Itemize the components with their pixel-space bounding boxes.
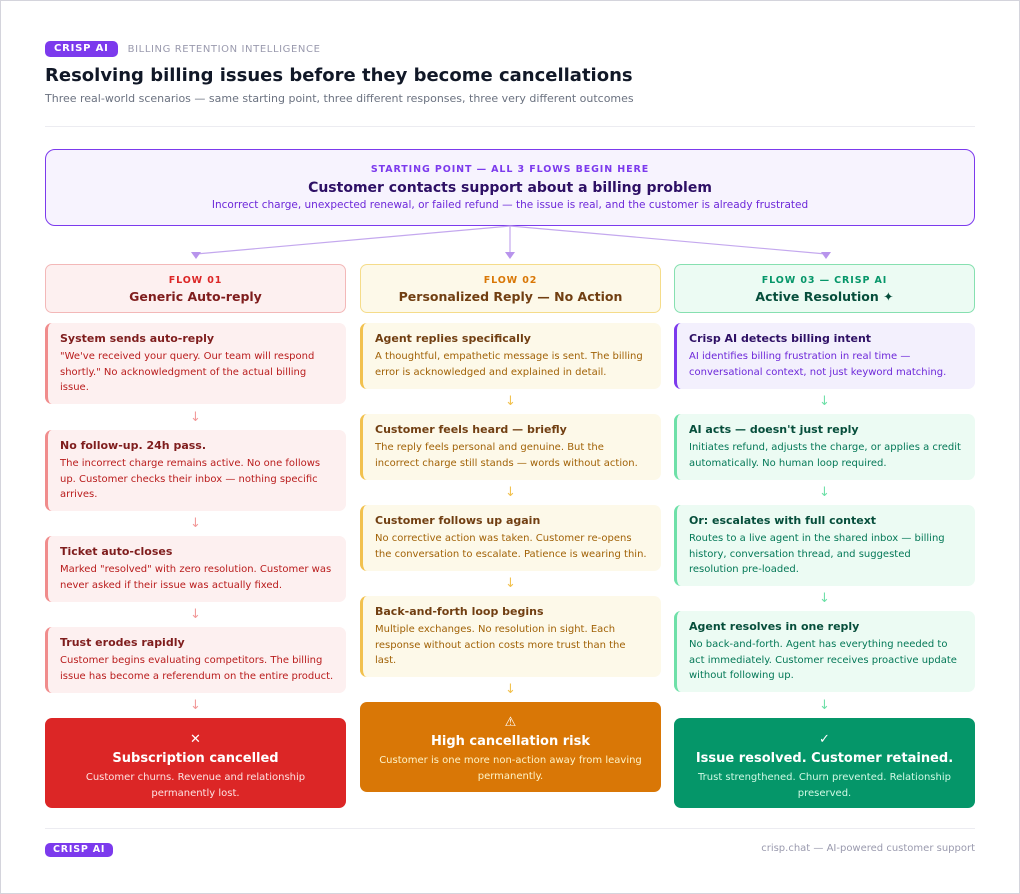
- check-icon: ✓: [819, 732, 830, 747]
- step-desc: "We've received your query. Our team will respond shortly." No acknowledgment of the actual billing issue.: [60, 351, 315, 393]
- flow-step: [45, 536, 346, 602]
- arrow-down-icon: ↓: [819, 485, 830, 500]
- flow-column-2: [360, 264, 661, 782]
- arrow-down-icon: ↓: [190, 410, 201, 425]
- flow-step: [45, 323, 346, 404]
- flow-step: [360, 505, 661, 571]
- step-title: Agent replies specifically: [375, 332, 531, 345]
- arrow-down-icon: ↓: [190, 607, 201, 622]
- arrow-down-icon: ↓: [190, 698, 201, 713]
- starting-point-eyebrow: STARTING POINT — ALL 3 FLOWS BEGIN HERE: [370, 164, 650, 175]
- arrow-down-icon: ↓: [505, 485, 516, 500]
- flow-step: [674, 611, 975, 692]
- flow-label: FLOW 02: [483, 275, 538, 286]
- warning-icon: ⚠: [504, 715, 517, 730]
- step-desc: The incorrect charge remains active. No one follows up. Customer checks their inbox — nothing specific arrives.: [60, 458, 321, 500]
- brand-row: [45, 41, 975, 57]
- step-title: Agent resolves in one reply: [689, 620, 860, 633]
- arrow-down-icon: ↓: [819, 698, 830, 713]
- outcome-box: [674, 718, 975, 808]
- step-desc: Routes to a live agent in the shared inbox — billing history, conversation thread, and suggested resolution pre-loaded.: [689, 533, 945, 575]
- starting-point-title: Customer contacts support about a billing problem: [308, 180, 712, 196]
- brand-badge: CRISP AI: [45, 41, 118, 57]
- flow-header: [360, 264, 661, 313]
- starting-point-box: [45, 149, 975, 226]
- arrow-down-icon: ↓: [819, 394, 830, 409]
- arrow-down-icon: ↓: [505, 576, 516, 591]
- flow-label: FLOW 03 — CRISP AI: [761, 275, 888, 286]
- outcome-title: Subscription cancelled: [112, 751, 279, 766]
- header: [45, 41, 975, 105]
- footer-divider: [45, 828, 975, 829]
- flow-step: [360, 323, 661, 389]
- flow-title: Personalized Reply — No Action: [398, 289, 623, 304]
- flow-column-1: [45, 264, 346, 799]
- outcome-desc: Trust strengthened. Churn prevented. Relationship preserved.: [698, 772, 951, 799]
- step-title: Customer feels heard — briefly: [375, 423, 567, 436]
- outcome-desc: Customer churns. Revenue and relationship permanently lost.: [85, 772, 306, 799]
- step-title: System sends auto-reply: [60, 332, 215, 345]
- page-subtitle: Three real-world scenarios — same starting point, three different responses, three very different outcomes: [45, 92, 634, 105]
- close-icon: ✕: [190, 732, 201, 747]
- step-desc: The reply feels personal and genuine. But the incorrect charge still stands — words without action.: [375, 442, 638, 469]
- step-title: Trust erodes rapidly: [60, 636, 185, 649]
- footer: [45, 843, 975, 857]
- outcome-desc: Customer is one more non-action away from leaving permanently.: [379, 755, 642, 782]
- page-title: Resolving billing issues before they become cancellations: [45, 65, 633, 86]
- step-desc: A thoughtful, empathetic message is sent. The billing error is acknowledged and explained in detail.: [375, 351, 643, 378]
- flow-column-3: [674, 264, 975, 799]
- outcome-title: Issue resolved. Customer retained.: [695, 751, 954, 766]
- header-divider: [45, 126, 975, 127]
- step-title: AI acts — doesn't just reply: [689, 423, 859, 436]
- flow-step: [674, 505, 975, 586]
- step-title: Crisp AI detects billing intent: [689, 332, 872, 345]
- step-desc: AI identifies billing frustration in real time — conversational context, not just keyword matching.: [689, 351, 947, 378]
- flow-header: [674, 264, 975, 313]
- flow-step: [360, 596, 661, 677]
- flow-step: [45, 430, 346, 511]
- step-desc: Multiple exchanges. No resolution in sight. Each response without action costs more trust than the last.: [375, 624, 626, 666]
- step-desc: Customer begins evaluating competitors. The billing issue has become a referendum on the entire product.: [60, 655, 334, 682]
- outcome-box: [360, 702, 661, 792]
- arrow-down-icon: ↓: [505, 394, 516, 409]
- flow-step: [360, 414, 661, 480]
- flow-label: FLOW 01: [168, 275, 223, 286]
- step-title: Ticket auto-closes: [60, 545, 173, 558]
- arrow-down-icon: ↓: [190, 516, 201, 531]
- flow-title: Active Resolution ✦: [755, 289, 894, 304]
- flow-step: [674, 414, 975, 480]
- step-title: Customer follows up again: [375, 514, 541, 527]
- footer-note: crisp.chat — AI-powered customer support: [761, 843, 975, 854]
- arrow-down-icon: ↓: [819, 591, 830, 606]
- footer-badge: CRISP AI: [45, 843, 113, 857]
- header-eyebrow: BILLING RETENTION INTELLIGENCE: [127, 43, 321, 55]
- step-title: Or: escalates with full context: [689, 514, 877, 527]
- outcome-title: High cancellation risk: [431, 734, 590, 749]
- step-desc: No corrective action was taken. Customer re-opens the conversation to escalate. Patience is wearing thin.: [375, 533, 647, 560]
- flow-step-ai: [674, 323, 975, 389]
- step-title: Back-and-forth loop begins: [375, 605, 544, 618]
- arrow-down-icon: ↓: [505, 682, 516, 697]
- step-desc: Initiates refund, adjusts the charge, or applies a credit automatically. No human loop required.: [689, 442, 961, 469]
- step-desc: No back-and-forth. Agent has everything needed to act immediately. Customer receives proactive update without following up.: [689, 639, 957, 681]
- step-desc: Marked "resolved" with zero resolution. Customer was never asked if their issue was actually fixed.: [60, 564, 332, 591]
- step-title: No follow-up. 24h pass.: [60, 439, 207, 452]
- outcome-box: [45, 718, 346, 808]
- flow-title: Generic Auto-reply: [129, 289, 262, 304]
- starting-point-desc: Incorrect charge, unexpected renewal, or failed refund — the issue is real, and the customer is already frustrated: [211, 199, 809, 211]
- flow-step: [45, 627, 346, 693]
- flow-header: [45, 264, 346, 313]
